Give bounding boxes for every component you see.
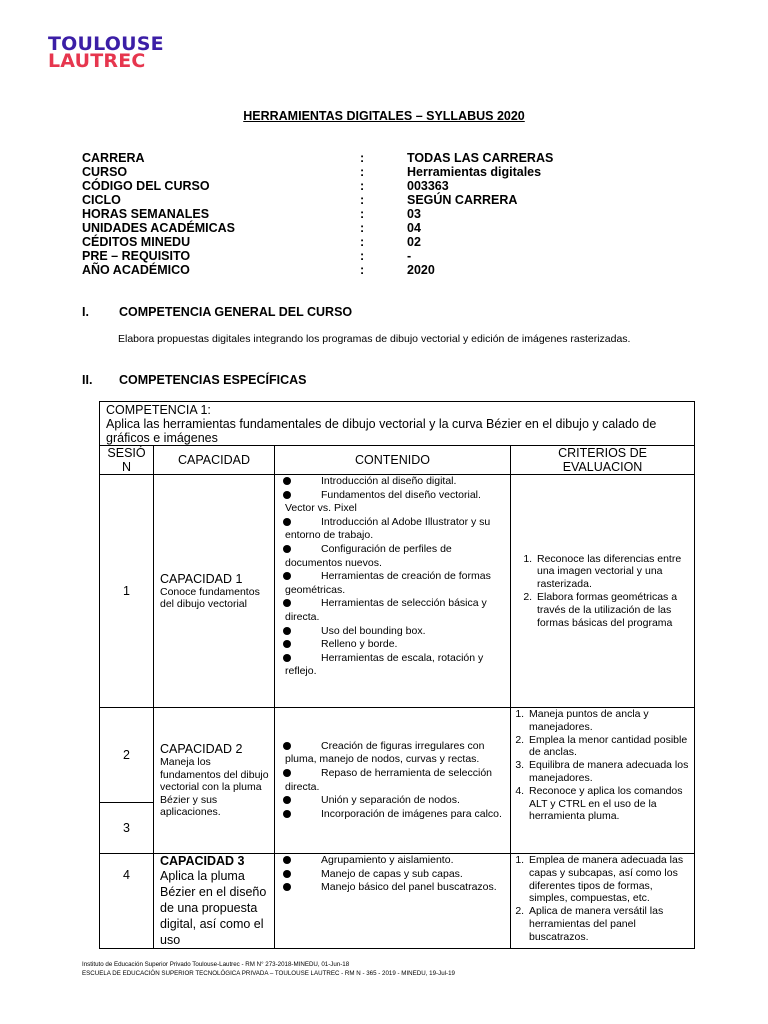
contenido-text: Herramientas de selección básica y directa. <box>285 597 487 623</box>
competencia-text: Aplica las herramientas fundamentales de dibujo vectorial y la curva Bézier en el dibujo y calado de gráficos e imágenes <box>106 417 657 445</box>
bullet-icon <box>283 572 291 580</box>
header-criterios: CRITERIOS DE EVALUACION <box>511 446 695 475</box>
bullet-icon <box>283 856 291 864</box>
criterio-item: 2. Emplea la menor cantidad posible de anclas. <box>527 734 690 760</box>
toulouse-lautrec-logo <box>48 33 164 72</box>
contenido-item <box>285 868 506 882</box>
criterios-list <box>511 708 694 823</box>
bullet-icon <box>283 491 291 499</box>
info-value: 2020 <box>407 263 435 277</box>
capacidad-cell <box>154 708 275 854</box>
contenido-text: Manejo de capas y sub capas. <box>321 867 463 880</box>
criterio-item: 1. Emplea de manera adecuada las capas y subcapas, así como los diferentes tipos de formas, simples, compuestas, etc. <box>527 854 690 905</box>
footer-line-2: ESCUELA DE EDUCACIÓN SUPERIOR TECNOLÓGICA PRIVADA – TOULOUSE LAUTREC - RM N - 365 - 2019 - MINEDU, 19-Jul-19 <box>82 969 455 977</box>
contenido-cell <box>275 475 511 708</box>
logo-line-2: LAUTREC <box>48 50 146 72</box>
contenido-text: Agrupamiento y aislamiento. <box>321 854 454 866</box>
session-number: 1 <box>100 475 154 708</box>
contenido-list <box>275 740 510 822</box>
section-1-title: COMPETENCIA GENERAL DEL CURSO <box>119 305 353 319</box>
contenido-item <box>285 854 506 868</box>
footer <box>82 961 455 978</box>
session-number: 2 <box>100 708 154 803</box>
bullet-icon <box>283 599 291 607</box>
info-label: CICLO <box>82 193 121 207</box>
criterios-list <box>511 854 694 944</box>
contenido-list <box>275 475 510 679</box>
section-1-number: I. <box>82 305 89 319</box>
bullet-icon <box>283 883 291 891</box>
bullet-icon <box>283 627 291 635</box>
course-info-row <box>82 151 682 165</box>
capacidad-cell <box>154 475 275 708</box>
capacidad-cell <box>154 854 275 949</box>
info-separator: : <box>360 249 365 263</box>
contenido-text: Herramientas de escala, rotación y reflejo. <box>285 651 484 678</box>
info-value: 03 <box>407 207 421 221</box>
competencia-label: COMPETENCIA 1: <box>106 403 211 417</box>
criterios-cell <box>511 854 695 949</box>
info-value: SEGÚN CARRERA <box>407 193 518 207</box>
info-label: HORAS SEMANALES <box>82 207 210 221</box>
criterios-cell <box>511 475 695 708</box>
capacidad-title: CAPACIDAD 3 <box>160 854 245 868</box>
criterios-list <box>511 553 694 630</box>
contenido-item <box>285 652 506 679</box>
contenido-item <box>285 740 506 767</box>
bullet-icon <box>283 654 291 662</box>
bullet-icon <box>283 769 291 777</box>
course-info-block <box>82 151 682 277</box>
info-value: 02 <box>407 235 421 249</box>
criterio-item: 1. Maneja puntos de ancla y manejadores. <box>527 708 690 734</box>
info-value: 04 <box>407 221 421 235</box>
bullet-icon <box>283 640 291 648</box>
bullet-icon <box>283 742 291 750</box>
contenido-item <box>285 475 506 489</box>
info-label: CÉDITOS MINEDU <box>82 235 191 249</box>
header-contenido: CONTENIDO <box>275 446 511 475</box>
info-separator: : <box>360 151 365 165</box>
info-separator: : <box>360 179 365 193</box>
contenido-text: Configuración de perfiles de documentos nuevos. <box>285 542 452 569</box>
capacidad-title: CAPACIDAD 2 <box>160 742 243 757</box>
bullet-icon <box>283 796 291 804</box>
info-label: CARRERA <box>82 151 145 165</box>
capacidad-title: CAPACIDAD 1 <box>160 571 243 586</box>
bullet-icon <box>283 870 291 878</box>
header-sesion: SESIÓN <box>100 446 154 475</box>
info-value: 003363 <box>407 179 449 193</box>
contenido-item <box>285 767 506 794</box>
header-capacidad: CAPACIDAD <box>154 446 275 475</box>
contenido-item <box>285 543 506 570</box>
criterio-item: 3. Equilibra de manera adecuada los manejadores. <box>527 759 690 785</box>
criterio-item: 4. Reconoce y aplica los comandos ALT y CTRL en el uso de la herramienta pluma. <box>527 785 690 823</box>
contenido-item <box>285 638 506 652</box>
course-info-row <box>82 263 682 277</box>
contenido-text: Creación de figuras irregulares con pluma, manejo de nodos, curvas y rectas. <box>285 739 485 766</box>
bullet-icon <box>283 545 291 553</box>
contenido-text: Uso del bounding box. <box>321 624 426 637</box>
course-info-row <box>82 235 682 249</box>
info-label: CURSO <box>82 165 128 179</box>
course-info-row <box>82 165 682 179</box>
info-separator: : <box>360 221 365 235</box>
contenido-item <box>285 570 506 597</box>
section-1-text: Elabora propuestas digitales integrando los programas de dibujo vectorial y edición de imágenes rasterizadas. <box>118 333 631 345</box>
competencia-cell <box>100 402 695 446</box>
course-info-row <box>82 193 682 207</box>
contenido-cell <box>275 708 511 854</box>
info-label: PRE – REQUISITO <box>82 249 191 263</box>
contenido-text: Unión y separación de nodos. <box>321 794 460 807</box>
contenido-text: Herramientas de creación de formas geométricas. <box>285 570 491 596</box>
contenido-text: Relleno y borde. <box>321 638 398 651</box>
course-info-row <box>82 221 682 235</box>
contenido-text: Repaso de herramienta de selección directa. <box>285 766 493 793</box>
capacidad-description: Maneja los fundamentos del dibujo vectorial con la pluma Bézier y sus aplicaciones. <box>160 756 269 819</box>
info-value: Herramientas digitales <box>407 165 542 179</box>
bullet-icon <box>283 810 291 818</box>
capacidad-description: Aplica la pluma Bézier en el diseño de una propuesta digital, así como el uso <box>160 869 267 947</box>
session-number: 3 <box>100 803 154 854</box>
section-2-number: II. <box>82 373 93 387</box>
table-row <box>100 475 695 708</box>
contenido-item <box>285 489 506 516</box>
capacidad-description: Conoce fundamentos del dibujo vectorial <box>160 585 260 610</box>
table-row <box>100 854 695 949</box>
info-separator: : <box>360 235 365 249</box>
criterios-cell <box>511 708 695 854</box>
course-info-row <box>82 249 682 263</box>
contenido-cell <box>275 854 511 949</box>
contenido-item <box>285 597 506 624</box>
contenido-text: Introducción al diseño digital. <box>321 475 457 487</box>
table-row <box>100 708 695 803</box>
contenido-item <box>285 808 506 822</box>
bullet-icon <box>283 477 291 485</box>
criterio-item: 2. Aplica de manera versátil las herramientas del panel buscatrazos. <box>527 905 690 943</box>
contenido-text: Fundamentos del diseño vectorial. Vector vs. Pixel <box>285 488 481 515</box>
contenido-text: Introducción al Adobe Illustrator y su entorno de trabajo. <box>285 515 491 542</box>
contenido-item <box>285 881 506 895</box>
info-label: UNIDADES ACADÉMICAS <box>82 221 236 235</box>
document-title: HERRAMIENTAS DIGITALES – SYLLABUS 2020 <box>243 109 525 123</box>
contenido-list <box>275 854 510 895</box>
info-label: CÓDIGO DEL CURSO <box>82 179 210 193</box>
info-separator: : <box>360 207 365 221</box>
criterio-item: 1. Reconoce las diferencias entre una imagen vectorial y una rasterizada. <box>535 553 690 591</box>
info-label: AÑO ACADÉMICO <box>82 263 190 277</box>
info-separator: : <box>360 263 365 277</box>
bullet-icon <box>283 518 291 526</box>
course-info-row <box>82 207 682 221</box>
info-value: TODAS LAS CARRERAS <box>407 151 554 165</box>
contenido-item <box>285 516 506 543</box>
footer-line-1: Instituto de Educación Superior Privado Toulouse-Lautrec - RM N° 273-2018-MINEDU, 01-Jun-18 <box>82 961 350 968</box>
contenido-item <box>285 625 506 639</box>
session-number: 4 <box>100 854 154 949</box>
contenido-text: Manejo básico del panel buscatrazos. <box>321 881 497 894</box>
contenido-text: Incorporación de imágenes para calco. <box>321 807 502 820</box>
info-separator: : <box>360 193 365 207</box>
info-value: - <box>407 249 412 263</box>
info-separator: : <box>360 165 365 179</box>
contenido-item <box>285 794 506 808</box>
logo-line-1: TOULOUSE <box>48 33 164 55</box>
criterio-item: 2. Elabora formas geométricas a través de la utilización de las formas básicas del programa <box>535 591 690 629</box>
section-2-title: COMPETENCIAS ESPECÍFICAS <box>119 373 307 387</box>
competencies-table <box>99 401 695 949</box>
course-info-row <box>82 179 682 193</box>
